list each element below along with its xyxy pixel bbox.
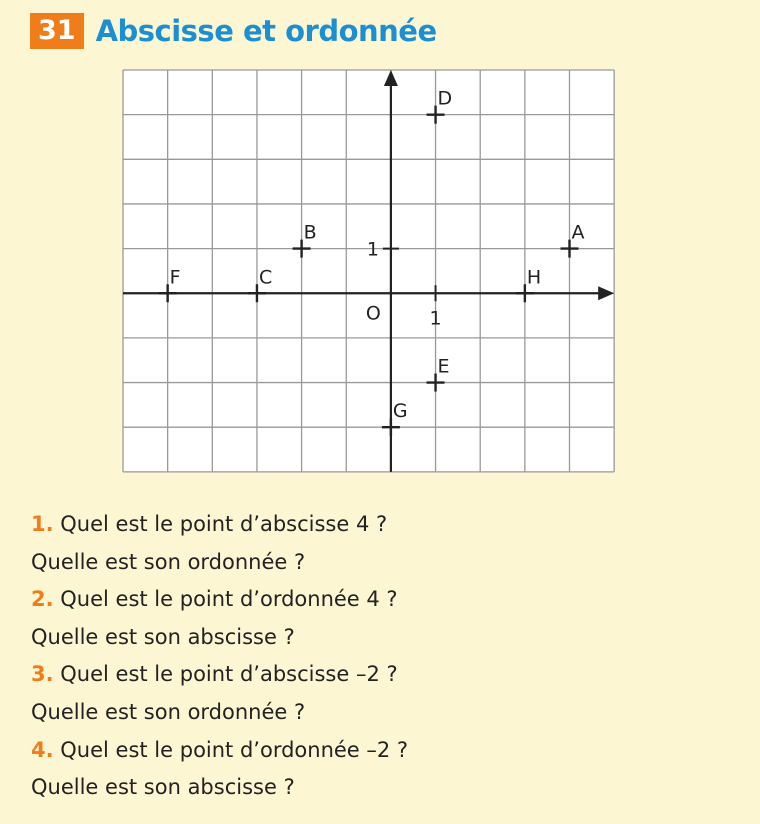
question-text: Quel est le point d’ordonnée –2 ? [53, 737, 409, 762]
question-number: 3. [31, 662, 54, 687]
question-sub: Quelle est son abscisse ? [31, 775, 295, 800]
question-1 [31, 506, 408, 544]
point-label-E: E [437, 355, 450, 378]
question-number: 4. [31, 737, 54, 762]
origin-label: O [365, 302, 381, 325]
point-label-G: G [392, 400, 408, 423]
point-label-C: C [258, 266, 273, 289]
y-unit-label: 1 [366, 238, 379, 261]
question-text: Quel est le point d’ordonnée 4 ? [53, 587, 398, 612]
question-number: 2. [31, 587, 54, 612]
x-unit-label: 1 [429, 307, 442, 330]
question-2 [31, 581, 408, 619]
question-sub: Quelle est son ordonnée ? [31, 549, 306, 574]
question-text: Quel est le point d’abscisse –2 ? [53, 662, 398, 687]
question-4 [31, 732, 408, 770]
exercise-number: 31 [30, 13, 84, 49]
exercise-title: Abscisse et ordonnée [95, 14, 437, 48]
question-3 [31, 656, 408, 694]
point-label-H: H [526, 266, 542, 289]
questions [31, 506, 408, 807]
question-sub: Quelle est son ordonnée ? [31, 699, 306, 724]
question-text: Quel est le point d’abscisse 4 ? [53, 512, 388, 536]
question-sub: Quelle est son abscisse ? [31, 624, 295, 649]
point-label-B: B [303, 221, 317, 244]
point-label-D: D [437, 87, 453, 110]
point-label-F: F [169, 266, 181, 289]
point-label-A: A [571, 221, 585, 244]
question-number: 1. [31, 512, 54, 536]
